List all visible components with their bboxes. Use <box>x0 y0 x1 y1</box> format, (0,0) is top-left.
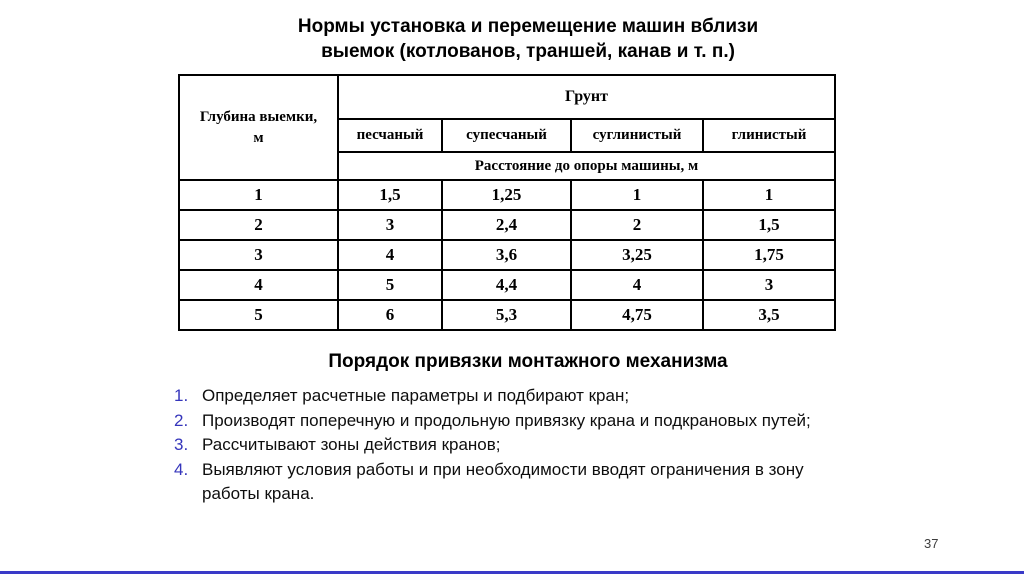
value-cell: 1 <box>703 180 835 210</box>
norms-table <box>178 74 836 331</box>
list-item <box>174 433 854 458</box>
table-row <box>179 300 835 330</box>
value-cell: 2 <box>571 210 703 240</box>
page-number: 37 <box>924 536 939 551</box>
list-item-number: 1. <box>174 386 189 405</box>
table-row <box>179 270 835 300</box>
value-cell: 3 <box>338 210 442 240</box>
list-item <box>174 409 854 434</box>
list-item <box>174 384 854 409</box>
value-cell: 1,25 <box>442 180 571 210</box>
table-row <box>179 210 835 240</box>
list-item-text: Определяет расчетные параметры и подбирают кран; <box>202 386 630 405</box>
soil-type-cell-loamy: суглинистый <box>571 119 703 152</box>
procedure-list <box>174 384 854 507</box>
depth-header-line-1: Глубина выемки, <box>199 108 318 125</box>
depth-cell: 2 <box>179 210 338 240</box>
value-cell: 3,6 <box>442 240 571 270</box>
value-cell: 4 <box>338 240 442 270</box>
value-cell: 5 <box>338 270 442 300</box>
table-row <box>179 180 835 210</box>
value-cell: 6 <box>338 300 442 330</box>
soil-group-header-cell: Грунт <box>338 75 835 119</box>
depth-header-cell <box>179 75 338 180</box>
soil-type-cell-sandy-loam: супесчаный <box>442 119 571 152</box>
slide-title <box>128 14 928 64</box>
value-cell: 2,4 <box>442 210 571 240</box>
slide-title-line-1: Нормы установка и перемещение машин вблизи <box>297 16 759 37</box>
value-cell: 3,5 <box>703 300 835 330</box>
list-item-number: 4. <box>174 459 189 479</box>
value-cell: 4,4 <box>442 270 571 300</box>
list-item-text: Выявляют условия работы и при необходимости вводят ограничения в зону работы крана. <box>202 459 804 503</box>
list-item-text: Рассчитывают зоны действия кранов; <box>202 435 501 454</box>
depth-cell: 1 <box>179 180 338 210</box>
list-item <box>174 458 854 507</box>
value-cell: 1 <box>571 180 703 210</box>
list-item-text: Производят поперечную и продольную привязку крана и подкрановых путей; <box>202 410 811 430</box>
list-item-number: 3. <box>174 435 189 454</box>
value-cell: 3,25 <box>571 240 703 270</box>
value-cell: 1,5 <box>703 210 835 240</box>
list-item-number: 2. <box>174 410 189 430</box>
value-cell: 4 <box>571 270 703 300</box>
value-cell: 5,3 <box>442 300 571 330</box>
soil-type-cell-sandy: песчаный <box>338 119 442 152</box>
soil-type-cell-clay: глинистый <box>703 119 835 152</box>
value-cell: 1,75 <box>703 240 835 270</box>
depth-cell: 3 <box>179 240 338 270</box>
depth-header-line-2: м <box>253 129 264 146</box>
value-cell: 4,75 <box>571 300 703 330</box>
value-cell: 3 <box>703 270 835 300</box>
section-subtitle: Порядок привязки монтажного механизма <box>328 351 728 372</box>
depth-cell: 4 <box>179 270 338 300</box>
table-row <box>179 240 835 270</box>
slide-title-line-2: выемок (котлованов, траншей, канав и т. п.) <box>321 41 735 62</box>
distance-header-cell: Расстояние до опоры машины, м <box>338 152 835 180</box>
table-header-row-group <box>179 75 835 119</box>
value-cell: 1,5 <box>338 180 442 210</box>
depth-cell: 5 <box>179 300 338 330</box>
